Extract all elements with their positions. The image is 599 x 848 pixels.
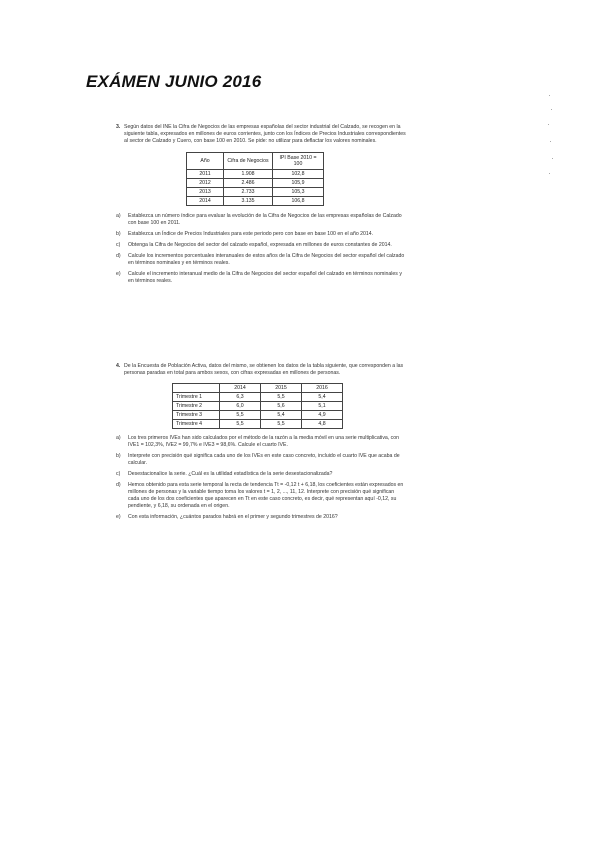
item-text: Calcule el incremento interanual medio de la Cifra de Negocios del sector español del calzado en términos nominales y en términos reales. [128, 271, 402, 284]
item-label: c) [116, 242, 121, 248]
table-cell: Trimestre 3 [173, 411, 220, 420]
item-label: c) [116, 471, 121, 477]
item-label: a) [116, 213, 121, 219]
page-title: EXÁMEN JUNIO 2016 [86, 72, 262, 91]
table-cell: 1.908 [224, 170, 273, 179]
item-label: d) [116, 482, 121, 488]
table-header-row [187, 153, 324, 170]
table-cell: 5,4 [261, 411, 302, 420]
table-row [173, 420, 343, 429]
question-3-item [116, 242, 406, 249]
item-label: b) [116, 231, 121, 237]
question-4-item [116, 514, 406, 521]
question-3-statement [116, 124, 406, 145]
item-label: e) [116, 271, 121, 277]
table-cell: 3.135 [224, 197, 273, 206]
question-3-item [116, 213, 406, 227]
table-cell: 4,8 [302, 420, 343, 429]
question-4-item [116, 471, 406, 478]
table-header-cell: 2014 [220, 384, 261, 393]
table-cell: 2011 [187, 170, 224, 179]
table-row [187, 179, 324, 188]
question-4-text: De la Encuesta de Población Activa, datos del mismo, se obtienen los datos de la tabla siguiente, que corresponden a las personas paradas en total para ambos sexos, con cifras expresadas en millones de personas. [124, 363, 404, 376]
item-text: Obtenga la Cifra de Negocios del sector del calzado español, expresada en millones de euros constantes de 2014. [128, 242, 392, 248]
table-header-cell [173, 384, 220, 393]
table-cell: 2013 [187, 188, 224, 197]
table-cell: 5,5 [261, 393, 302, 402]
question-4 [116, 363, 406, 521]
table-cell: Trimestre 2 [173, 402, 220, 411]
table-cell: 5,6 [261, 402, 302, 411]
question-3-number: 3. [116, 124, 121, 130]
table-header-cell: 2016 [302, 384, 343, 393]
table-cell: 105,3 [273, 188, 324, 197]
item-label: b) [116, 453, 121, 459]
table-cell: 5,5 [220, 420, 261, 429]
question-3-item [116, 253, 406, 267]
item-text: Interprete con precisión qué significa cada uno de los IVEs en este caso concreto, incluido el cuarto IVE que acaba de calcular. [128, 453, 400, 466]
table-cell: Trimestre 1 [173, 393, 220, 402]
item-text: Establezca un Índice de Precios Industriales para este periodo pero con base en base 100 en el año 2014. [128, 231, 374, 237]
table-cell: 5,5 [220, 411, 261, 420]
table-header-cell: Año [187, 153, 224, 170]
table-cell: 5,1 [302, 402, 343, 411]
item-label: e) [116, 514, 121, 520]
question-3-item [116, 271, 406, 285]
item-text: Con esta información, ¿cuántos parados habrá en el primer y segundo trimestres de 2016? [128, 514, 338, 520]
table-row [187, 188, 324, 197]
table-cell: 2.486 [224, 179, 273, 188]
table-row [187, 197, 324, 206]
item-text: Calcule los incrementos porcentuales interanuales de estos años de la Cifra de Negocios del sector español del calzado en términos nominales y en términos reales. [128, 253, 405, 266]
table-cell: 105,9 [273, 179, 324, 188]
table-cell: 106,8 [273, 197, 324, 206]
table-row [187, 170, 324, 179]
question-4-number: 4. [116, 363, 121, 369]
question-4-table [172, 383, 343, 429]
table-cell: 2014 [187, 197, 224, 206]
table-header-row [173, 384, 343, 393]
question-3-table [186, 152, 324, 206]
item-label: a) [116, 435, 121, 441]
item-text: Los tres primeros IVEs han sido calculados por el método de la razón a la media móvil en una serie multiplicativa, con IVE1 = 102,3%, IVE2 = 99,7% e IVE3 = 98,6%. Calcule el cuarto IVE. [128, 435, 400, 448]
item-text: Desestacionalice la serie. ¿Cuál es la utilidad estadística de la serie desestacionalizada? [128, 471, 333, 477]
item-text: Hemos obtenido para esta serie temporal la recta de tendencia Tt = -0,12 t + 6,18, los coeficientes están expresados en millones de personas y la variable tiempo toma los valores t = 1, 2, ..., 11, 12. Interprete con precisión qué significan cada uno de los dos coeficientes que aparecen en Tt en este caso concreto, es decir, qué representan aquí -0,12, su pendiente, y 6,18, su ordenada en el origen. [128, 482, 404, 509]
table-cell: 6,3 [220, 393, 261, 402]
table-cell: 5,5 [261, 420, 302, 429]
table-cell: 5,4 [302, 393, 343, 402]
question-4-item [116, 453, 406, 467]
table-cell: 4,9 [302, 411, 343, 420]
question-4-item [116, 435, 406, 449]
item-label: d) [116, 253, 121, 259]
table-header-cell: 2015 [261, 384, 302, 393]
question-3-text: Según datos del INE la Cifra de Negocios de las empresas españolas del sector industrial del Calzado, se recogen en la siguiente tabla, expresados en millones de euros corrientes, junto con los Índices de Precios Industriales correspondientes al sector de Calzado y Cuero, con base 100 en 2010. Se pide: no utilizar para deflactar los valores nominales. [124, 124, 406, 144]
table-cell: 2.733 [224, 188, 273, 197]
table-row [173, 411, 343, 420]
table-row [173, 402, 343, 411]
table-cell: 6,0 [220, 402, 261, 411]
table-header-cell: Cifra de Negocios [224, 153, 273, 170]
table-cell: 102,8 [273, 170, 324, 179]
table-cell: Trimestre 4 [173, 420, 220, 429]
question-4-item [116, 482, 406, 510]
table-header-cell: IPI Base 2010 = 100 [273, 153, 324, 170]
scan-noise [548, 95, 554, 175]
table-row [173, 393, 343, 402]
table-cell: 2012 [187, 179, 224, 188]
question-3 [116, 124, 406, 285]
question-3-item [116, 231, 406, 238]
item-text: Establezca un número índice para evaluar la evolución de la Cifra de Negocios de las empresas españolas de Calzado con base 100 en 2011. [128, 213, 402, 226]
question-4-statement [116, 363, 406, 377]
